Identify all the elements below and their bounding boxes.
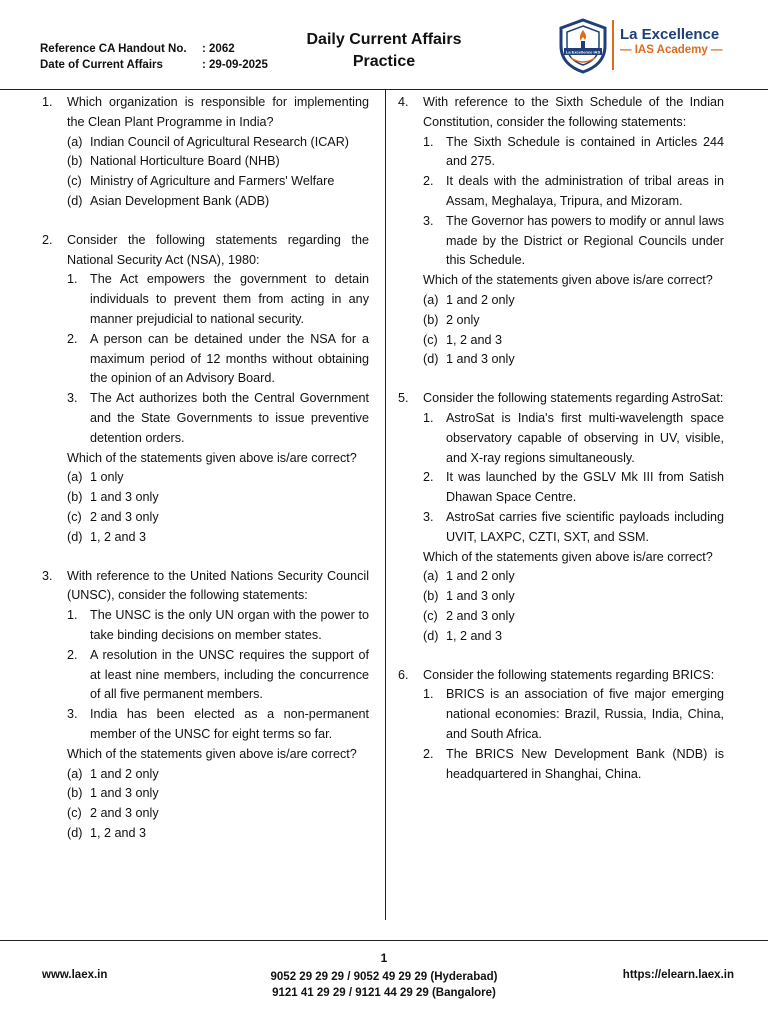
- statement-text: The Sixth Schedule is contained in Articles 244 and 275.: [446, 134, 724, 169]
- option-text: 2 and 3 only: [90, 806, 159, 821]
- answer-option: [398, 350, 724, 370]
- statement-text: The UNSC is the only UN organ with the power to take binding decisions on member states.: [90, 608, 369, 642]
- statement: [423, 172, 724, 212]
- statement-number: 1.: [423, 687, 434, 702]
- phones-bangalore: 9121 41 29 29 / 9121 44 29 29 (Bangalore): [272, 987, 496, 999]
- statement-list: [42, 270, 369, 448]
- question-prompt: Which of the statements given above is/are correct?: [423, 273, 713, 288]
- answer-option: [398, 291, 724, 311]
- answer-option: [42, 152, 369, 172]
- question-prompt: Which of the statements given above is/are correct?: [67, 450, 357, 465]
- statement-list: [398, 685, 724, 784]
- option-letter: (a): [67, 470, 83, 485]
- option-text: 1 and 3 only: [446, 352, 515, 367]
- statement: [423, 468, 724, 508]
- option-letter: (b): [67, 154, 83, 169]
- statement-list: [42, 606, 369, 745]
- statement-number: 2.: [423, 746, 434, 761]
- statement-text: It deals with the administration of tribal areas in Assam, Meghalaya, Tripura, and Mizoram.: [446, 174, 724, 208]
- option-letter: (c): [67, 806, 82, 821]
- question-number: 6.: [398, 667, 409, 682]
- question-header: [398, 389, 724, 409]
- statement-number: 1.: [67, 608, 78, 623]
- statement-number: 3.: [423, 213, 434, 228]
- option-text: 1 and 2 only: [446, 292, 515, 307]
- answer-option: [42, 192, 369, 212]
- question-block: [398, 666, 724, 785]
- option-letter: (a): [67, 766, 83, 781]
- option-text: 1 and 3 only: [90, 490, 159, 505]
- statement-text: A person can be detained under the NSA for a maximum period of 12 months without obtaining the opinion of an Advisory Board.: [90, 331, 369, 386]
- page-number: 1: [380, 951, 388, 965]
- reference-label: Reference CA Handout No.: [40, 43, 187, 55]
- page-header: [0, 0, 768, 90]
- answer-option: [42, 468, 369, 488]
- question-text: Consider the following statements regarding the National Security Act (NSA), 1980:: [67, 232, 369, 267]
- title-line-2: Practice: [352, 53, 416, 70]
- statement: [67, 270, 369, 329]
- option-text: 1, 2 and 3: [446, 628, 503, 643]
- answer-option: [42, 172, 369, 192]
- option-text: 1 only: [90, 470, 124, 485]
- option-letter: (d): [423, 628, 439, 643]
- contact-numbers: [200, 969, 568, 1001]
- question-block: [42, 231, 369, 548]
- statement-number: 3.: [423, 509, 434, 524]
- question-header: [42, 93, 369, 133]
- answer-option: [42, 133, 369, 153]
- statement: [67, 330, 369, 389]
- option-letter: (c): [423, 608, 438, 623]
- statement: [423, 745, 724, 785]
- answer-option: [398, 587, 724, 607]
- option-text: 2 only: [446, 312, 480, 327]
- answer-option: [398, 331, 724, 351]
- statement: [67, 646, 369, 705]
- reference-row: [40, 41, 268, 57]
- reference-block: [40, 41, 268, 73]
- reference-value: : 2062: [202, 43, 235, 55]
- option-text: National Horticulture Board (NHB): [90, 154, 280, 169]
- question-number: 2.: [42, 232, 53, 247]
- question-header: [398, 666, 724, 686]
- footer-rule: [0, 940, 768, 941]
- statement: [423, 508, 724, 548]
- option-text: Indian Council of Agricultural Research (ICAR): [90, 134, 349, 149]
- option-text: 1 and 2 only: [446, 569, 515, 584]
- statement-text: The Governor has powers to modify or annul laws made by the District or Regional Councils under this Schedule.: [446, 213, 724, 268]
- statement-text: AstroSat carries five scientific payloads including UVIT, LAXPC, CZTI, SXT, and SSM.: [446, 509, 724, 544]
- option-letter: (c): [423, 332, 438, 347]
- option-letter: (a): [67, 134, 83, 149]
- statement-number: 2.: [423, 470, 434, 485]
- answer-option: [398, 311, 724, 331]
- question-text: With reference to the United Nations Security Council (UNSC), consider the following statements:: [67, 568, 369, 603]
- option-letter: (b): [423, 589, 439, 604]
- option-text: 1, 2 and 3: [446, 332, 503, 347]
- statement-list: [398, 409, 724, 548]
- right-column: [398, 93, 724, 803]
- answer-option: [398, 567, 724, 587]
- answer-option: [42, 824, 369, 844]
- statement-number: 3.: [67, 707, 78, 722]
- logo-text: [620, 26, 722, 56]
- title-line-1: Daily Current Affairs: [306, 31, 462, 48]
- question-block: [398, 389, 724, 646]
- statement-number: 1.: [67, 272, 78, 287]
- header-rule: [0, 89, 768, 90]
- question-number: 5.: [398, 391, 409, 406]
- academy-logo: [556, 18, 736, 74]
- date-row: [40, 57, 268, 73]
- question-header: [42, 567, 369, 607]
- option-text: Asian Development Bank (ADB): [90, 193, 270, 208]
- option-text: 1, 2 and 3: [90, 529, 147, 544]
- page-title: [300, 29, 468, 73]
- option-text: Ministry of Agriculture and Farmers' Welfare: [90, 174, 335, 189]
- option-letter: (c): [67, 509, 82, 524]
- question-text: Consider the following statements regarding BRICS:: [423, 667, 715, 682]
- question-header: [398, 93, 724, 133]
- option-text: 2 and 3 only: [90, 509, 159, 524]
- statement-number: 1.: [423, 410, 434, 425]
- answer-option: [42, 804, 369, 824]
- answer-option: [42, 488, 369, 508]
- answer-option: [42, 765, 369, 785]
- statement-number: 2.: [67, 331, 78, 346]
- question-prompt: Which of the statements given above is/are correct?: [423, 549, 713, 564]
- option-letter: (d): [67, 825, 83, 840]
- question-number: 1.: [42, 95, 53, 109]
- column-divider: [385, 90, 386, 920]
- logo-subtitle: — IAS Academy —: [620, 44, 723, 56]
- question-header: [42, 231, 369, 271]
- statement-text: The BRICS New Development Bank (NDB) is headquartered in Shanghai, China.: [446, 746, 724, 781]
- statement-text: BRICS is an association of five major emerging national economies: Brazil, Russia, India, China, and South Africa.: [446, 687, 724, 741]
- statement-text: The Act authorizes both the Central Government and the State Governments to issue preventive detention orders.: [90, 391, 369, 445]
- answer-option: [398, 607, 724, 627]
- shield-torch-emblem-icon: [556, 18, 610, 74]
- question-prompt: Which of the statements given above is/are correct?: [67, 746, 357, 761]
- logo-divider: [612, 20, 614, 70]
- statement-text: India has been elected as a non-permanent member of the UNSC for eight terms so far.: [90, 707, 369, 741]
- logo-badge-text: La Excellence IAS: [565, 49, 601, 55]
- statement: [423, 212, 724, 271]
- statement-text: AstroSat is India's first multi-wavelength space observatory capable of observing in UV, visible, and X-ray regions simultaneously.: [446, 410, 724, 465]
- statement: [67, 389, 369, 448]
- answer-option: [398, 627, 724, 647]
- question-text: With reference to the Sixth Schedule of the Indian Constitution, consider the following statements:: [423, 95, 724, 129]
- statement: [67, 705, 369, 745]
- question-number: 3.: [42, 568, 53, 583]
- option-text: 1 and 2 only: [90, 766, 159, 781]
- option-text: 1 and 3 only: [446, 589, 515, 604]
- statement-number: 2.: [67, 647, 78, 662]
- statement: [67, 606, 369, 646]
- date-value: : 29-09-2025: [202, 59, 268, 71]
- elearn-link[interactable]: https://elearn.laex.in: [622, 969, 734, 981]
- question-block: [398, 93, 724, 370]
- answer-option: [42, 784, 369, 804]
- option-letter: (a): [423, 292, 439, 307]
- statement: [423, 685, 724, 744]
- question-block: [42, 93, 369, 212]
- question-text: Consider the following statements regarding AstroSat:: [423, 391, 724, 406]
- statement: [423, 133, 724, 173]
- date-label: Date of Current Affairs: [40, 59, 163, 71]
- question-block: [42, 567, 369, 844]
- option-letter: (b): [67, 490, 83, 505]
- option-letter: (b): [423, 312, 439, 327]
- question-text: Which organization is responsible for implementing the Clean Plant Programme in India?: [67, 95, 369, 129]
- answer-option: [42, 508, 369, 528]
- option-text: 1 and 3 only: [90, 786, 159, 801]
- statement-list: [398, 133, 724, 272]
- website-link[interactable]: www.laex.in: [42, 969, 108, 981]
- statement-text: It was launched by the GSLV Mk III from Satish Dhawan Space Centre.: [446, 470, 724, 505]
- statement-text: The Act empowers the government to detain individuals to prevent them from acting in any manner prejudicial to national security.: [90, 272, 369, 326]
- statement-number: 1.: [423, 134, 434, 149]
- answer-option: [42, 528, 369, 548]
- logo-name: La Excellence: [620, 26, 720, 43]
- statement-number: 3.: [67, 391, 78, 406]
- option-letter: (b): [67, 786, 83, 801]
- statement-text: A resolution in the UNSC requires the support of at least nine members, including the concurrence of all five permanent members.: [90, 647, 369, 702]
- option-letter: (c): [67, 174, 82, 189]
- statement: [423, 409, 724, 468]
- phones-hyderabad: 9052 29 29 29 / 9052 49 29 29 (Hyderabad): [270, 971, 498, 983]
- option-letter: (d): [67, 529, 83, 544]
- question-number: 4.: [398, 95, 409, 109]
- statement-number: 2.: [423, 174, 434, 189]
- option-text: 1, 2 and 3: [90, 825, 147, 840]
- option-letter: (d): [423, 352, 439, 367]
- left-column: [42, 93, 369, 863]
- option-text: 2 and 3 only: [446, 608, 515, 623]
- option-letter: (d): [67, 193, 83, 208]
- option-letter: (a): [423, 569, 439, 584]
